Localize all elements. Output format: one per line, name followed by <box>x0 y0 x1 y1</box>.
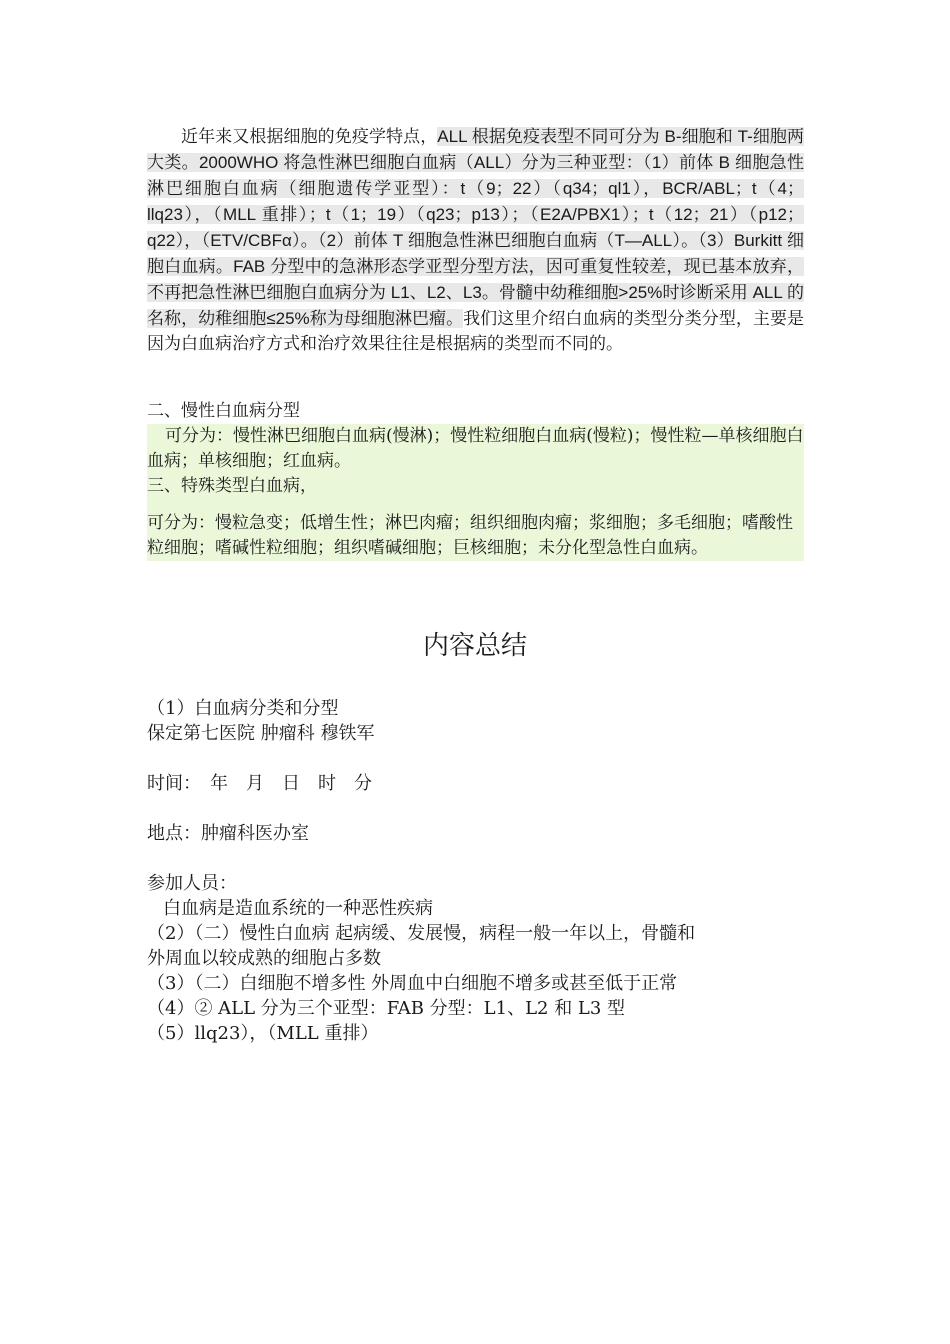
summary-line-3: 白血病是造血系统的一种恶性疾病 <box>163 898 433 919</box>
section-body-chronic <box>147 424 804 474</box>
summary-line-1: （1）白血病分类和分型 <box>147 698 339 719</box>
summary-line-7: （5）llq23），（MLL 重排） <box>147 1023 379 1044</box>
summary-line-4a: （2）（二）慢性白血病 起病缓、发展慢，病程一般一年以上，骨髓和 <box>147 923 696 944</box>
summary-place: 地点：肿瘤科医办室 <box>147 823 309 844</box>
section-heading-special: 三、特殊类型白血病， <box>147 474 804 499</box>
section-body-chronic-text: 可分为：慢性淋巴细胞白血病(慢淋)；慢性粒细胞白血病(慢粒)；慢性粒—单核细胞白血病；单核细胞；红血病。 <box>147 426 804 471</box>
summary-attendees: 参加人员： <box>147 873 237 894</box>
highlighted-text: ALL 根据免疫表型不同可分为 B-细胞和 T-细胞两大类。2000WHO 将急性淋巴细胞白血病（ALL）分为三种亚型：（1）前体 B 细胞急性淋巴细胞白血病（细胞遗传学亚型）：t（9；22）（q34；ql1），BCR/ABL；t（4；llq23），（MLL 重排）；t（1；19）（q23；p13）；（E2A/PBX1）；t（12；21）（p12；q22），（ETV/CBFα）。（2）前体 T 细胞急性淋巴细胞白血病（T—ALL）。（3）Burkitt 细胞白血病。FAB 分型中的急淋形态学亚型分型方法，因可重复性较差，现已基本放弃，不再把急性淋巴细胞白血病分为 L1、L2、L3。骨髓中幼稚细胞>25%时诊断采用 ALL 的名称，幼稚细胞≤25%称为母细胞淋巴瘤。 <box>147 127 804 328</box>
summary-line-4b: 外周血以较成熟的细胞占多数 <box>147 948 381 969</box>
paragraph-lead: 近年来又根据细胞的免疫学特点， <box>181 127 438 147</box>
spacer <box>147 499 804 511</box>
summary-author: 保定第七医院 肿瘤科 穆铁军 <box>147 723 375 744</box>
summary-title: 内容总结 <box>422 631 527 661</box>
section-heading-chronic: 二、慢性白血病分型 <box>147 401 300 421</box>
paragraph-tail: 我们这里介绍白血病的类型分类分型，主要是因为白血病治疗方式和治疗效果往往是根据病的类型而不同的。 <box>147 309 805 354</box>
summary-line-6: （4）② ALL 分为三个亚型：FAB 分型：L1、L2 和 L3 型 <box>147 998 626 1019</box>
summary-time: 时间： 年 月 日 时 分 <box>147 773 372 794</box>
section-body-special <box>147 511 804 561</box>
summary-line-5: （3）（二）白细胞不增多性 外周血中白细胞不增多或甚至低于正常 <box>147 973 678 994</box>
paragraph-all-classification <box>147 124 804 357</box>
section-body-special-text: 可分为：慢粒急变；低增生性；淋巴肉瘤；组织细胞肉瘤；浆细胞；多毛细胞；嗜酸性粒细胞；嗜碱性粒细胞；组织嗜碱细胞；巨核细胞；未分化型急性白血病。 <box>147 513 793 558</box>
